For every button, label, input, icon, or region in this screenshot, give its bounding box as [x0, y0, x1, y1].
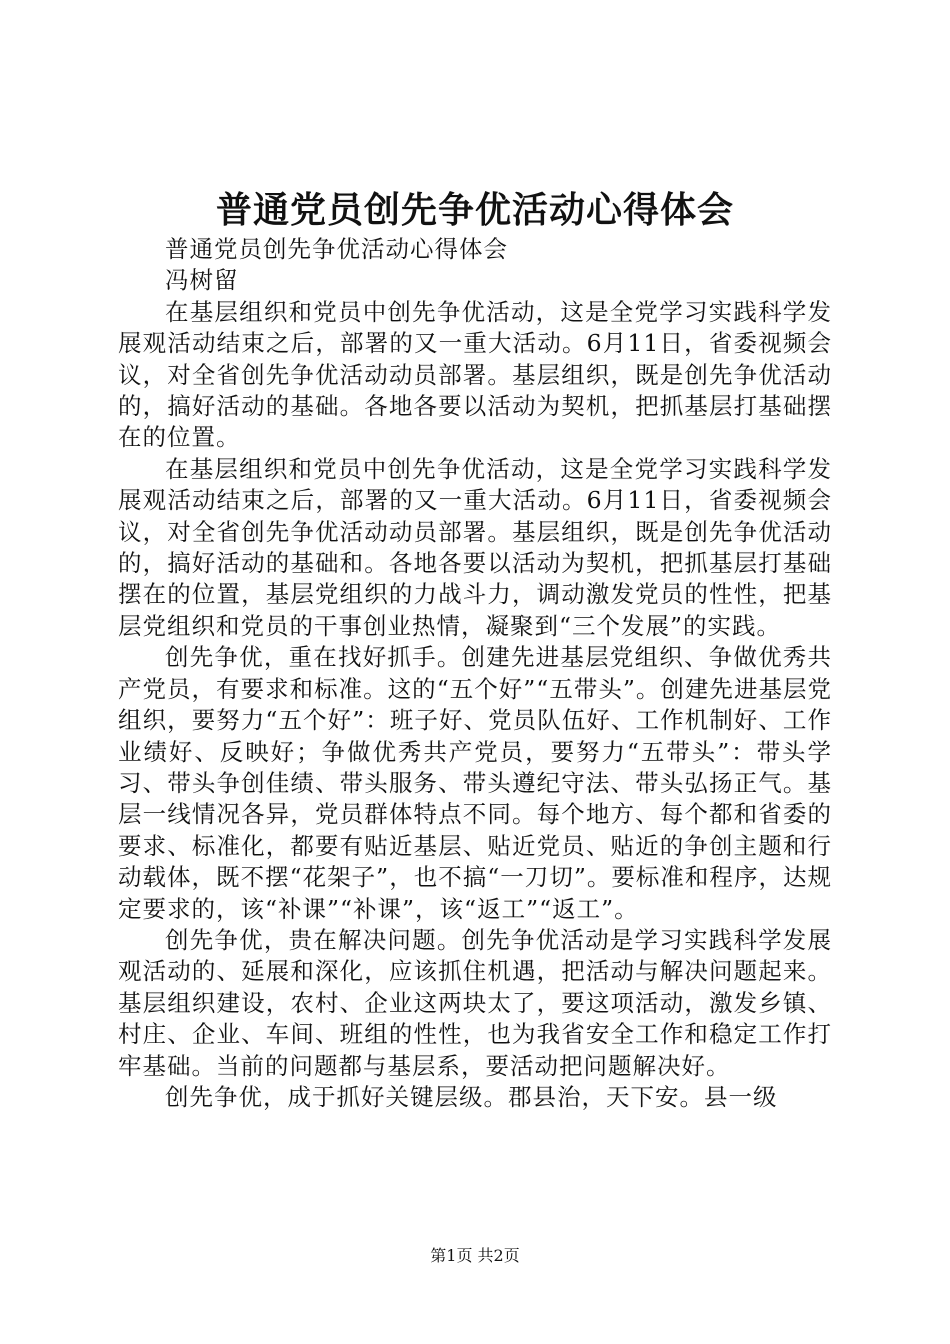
document-title: 普通党员创先争优活动心得体会: [215, 189, 734, 231]
subtitle-paragraph: 普通党员创先争优活动心得体会: [165, 235, 508, 263]
document-body: [118, 234, 832, 1113]
page-footer: 第1页 共2页: [430, 1246, 520, 1265]
body-paragraph: 创先争优，成于抓好关键层级。郡县治，天下安。县一级: [165, 1082, 778, 1111]
body-paragraph: 创先争优，贵在解决问题。创先争优活动是学习实践科学发展观活动的、延展和深化，应该抓住机遇，把活动与解决问题起来。基层组织建设，农村、企业这两块太了，要这项活动，激发乡镇、村庄、企业、车间、班组的性性，也为我省安全工作和稳定工作打牢基础。当前的问题都与基层系，要活动把问题解决好。: [118, 925, 832, 1080]
body-paragraph: 创先争优，重在找好抓手。创建先进基层党组织、争做优秀共产党员，有要求和标准。这的“五个好”“五带头”。创建先进基层党组织，要努力“五个好”：班子好、党员队伍好、工作机制好、工作业绩好、反映好；争做优秀共产党员，要努力“五带头”：带头学习、带头争创佳绩、带头服务、带头遵纪守法、带头弘扬正气。基层一线情况各异，党员群体特点不同。每个地方、每个都和省委的要求、标准化，都要有贴近基层、贴近党员、贴近的争创主题和行动载体，既不摆“花架子”，也不搞“一刀切”。要标准和程序，达规定要求的，该“补课”“补课”，该“返工”“返工”。: [118, 643, 832, 923]
body-paragraph: 在基层组织和党员中创先争优活动，这是全党学习实践科学发展观活动结束之后，部署的又一重大活动。6月11日，省委视频会议，对全省创先争优活动动员部署。基层组织，既是创先争优活动的，搞好活动的基础。各地各要以活动为契机，把抓基层打基础摆在的位置。: [118, 297, 832, 452]
author-paragraph: 冯树留: [165, 266, 239, 295]
body-paragraph: 在基层组织和党员中创先争优活动，这是全党学习实践科学发展观活动结束之后，部署的又一重大活动。6月11日，省委视频会议，对全省创先争优活动动员部署。基层组织，既是创先争优活动的，搞好活动的基础和。各地各要以活动为契机，把抓基层打基础摆在的位置，基层党组织的力战斗力，调动激发党员的性性，把基层党组织和党员的干事创业热情，凝聚到“三个发展”的实践。: [118, 454, 832, 640]
